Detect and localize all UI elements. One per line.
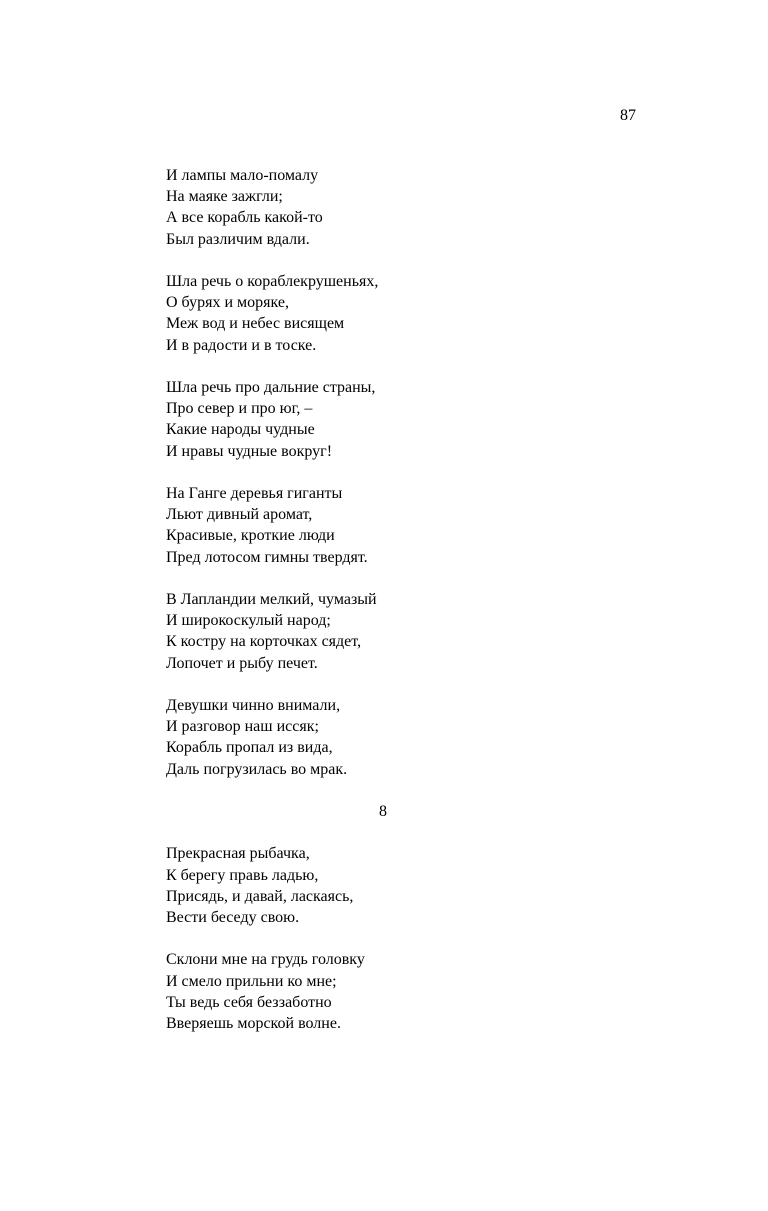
- poem-line: Про север и про юг, –: [166, 400, 313, 418]
- poem-line: Какие народы чудные: [166, 421, 315, 439]
- stanza: [166, 165, 646, 250]
- poem-line: Вести беседу свою.: [166, 909, 300, 926]
- poem-line: Красивые, кроткие люди: [166, 527, 335, 545]
- poem-line: И нравы чудные вокруг!: [166, 442, 333, 460]
- poem-line: Прекрасная рыбачка,: [166, 845, 310, 863]
- poem-line: Корабль пропал из вида,: [166, 739, 333, 757]
- poem-line: На маяке зажгли;: [166, 188, 283, 206]
- poem-line: Присядь, и давай, ласкаясь,: [166, 887, 354, 905]
- stanza: [166, 695, 646, 780]
- poem-line: Шла речь о кораблекрушеньях,: [166, 273, 379, 290]
- stanza: [166, 843, 646, 928]
- poem-line: И в радости и в тоске.: [166, 336, 317, 354]
- poem-body: [166, 165, 646, 1055]
- poem-line: Пред лотосом гимны твердят.: [166, 548, 368, 566]
- stanza: [166, 483, 646, 568]
- poem-line: И лампы мало-помалу: [166, 167, 319, 184]
- poem-line: В Лапландии мелкий, чумазый: [166, 591, 377, 608]
- poem-line: Даль погрузилась во мрак.: [166, 760, 348, 778]
- poem-line: Льют дивный аромат,: [166, 506, 313, 524]
- stanza: [166, 949, 646, 1034]
- poem-line: Лопочет и рыбу печет.: [166, 654, 318, 672]
- poem-line: Был различим вдали.: [166, 230, 310, 248]
- poem-line: Ты ведь себя беззаботно: [166, 993, 332, 1011]
- poem-line: На Ганге деревья гиганты: [166, 485, 343, 502]
- poem-line: И широкоскулый народ;: [166, 612, 331, 630]
- poem-line: И разговор наш иссяк;: [166, 718, 319, 736]
- stanza: [166, 589, 646, 674]
- poem-line: Девушки чинно внимали,: [166, 697, 341, 714]
- stanza: [166, 271, 646, 356]
- poem-line: О бурях и моряке,: [166, 294, 289, 312]
- poem-line: Меж вод и небес висящем: [166, 315, 345, 333]
- page-number: 87: [620, 107, 636, 124]
- poem-line: Склони мне на грудь головку: [166, 951, 365, 969]
- poem-line: А все корабль какой-то: [166, 209, 323, 227]
- poem-line: К костру на корточках сядет,: [166, 633, 362, 651]
- poem-line: К берегу правь ладью,: [166, 866, 319, 884]
- poem-line: Шла речь про дальние страны,: [166, 379, 376, 396]
- poem-line: И смело прильни ко мне;: [166, 972, 337, 990]
- section-number: 8: [379, 803, 387, 820]
- stanza: [166, 377, 646, 462]
- poem-line: Вверяешь морской волне.: [166, 1015, 341, 1032]
